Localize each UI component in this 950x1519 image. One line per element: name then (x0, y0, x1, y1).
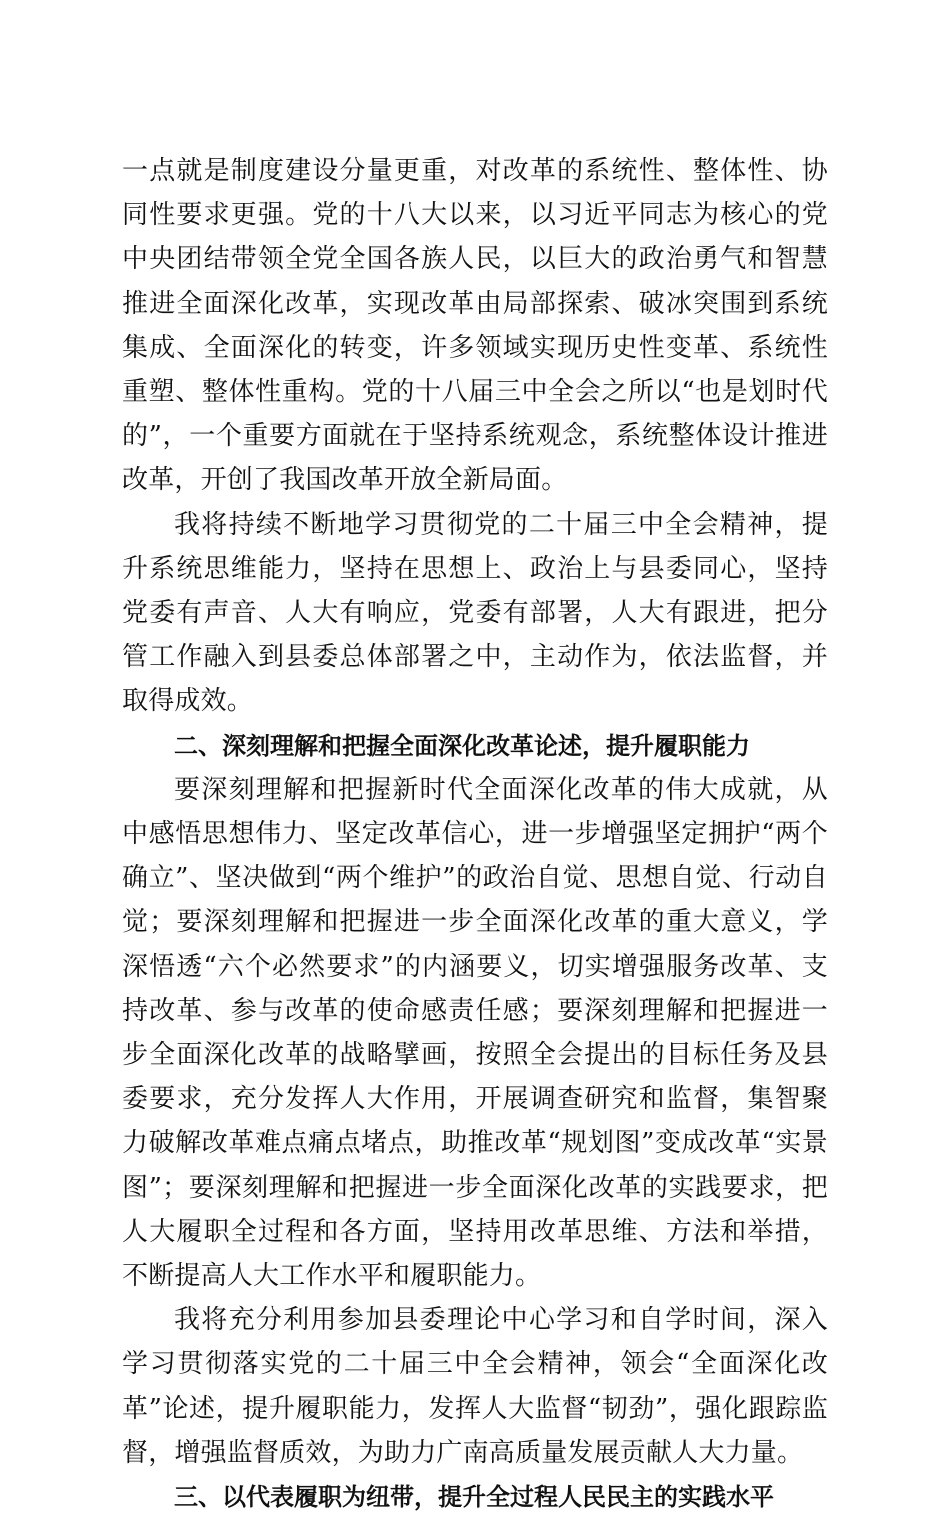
paragraph-understanding: 要深刻理解和把握新时代全面深化改革的伟大成就，从中感悟思想伟力、坚定改革信心，进一步增强坚定拥护“两个确立”、坚决做到“两个维护”的政治自觉、思想自觉、行动自觉；要深刻理解和把握进一步全面深化改革的重大意义，学深悟透“六个必然要求”的内涵要义，切实增强服务改革、支持改革、参与改革的使命感责任感；要深刻理解和把握进一步全面深化改革的战略擘画，按照全会提出的目标任务及县委要求，充分发挥人大作用，开展调查研究和监督，集智聚力破解改革难点痛点堵点，助推改革“规划图”变成改革“实景图”；要深刻理解和把握进一步全面深化改革的实践要求，把人大履职全过程和各方面，坚持用改革思维、方法和举措，不断提高人大工作水平和履职能力。 (122, 774, 828, 1292)
paragraph-continued: 一点就是制度建设分量更重，对改革的系统性、整体性、协同性要求更强。党的十八大以来，以习近平同志为核心的党中央团结带领全党全国各族人民，以巨大的政治勇气和智慧推进全面深化改革，实现改革由局部探索、破冰突围到系统集成、全面深化的转变，许多领域实现历史性变革、系统性重塑、整体性重构。党的十八届三中全会之所以“也是划时代的”，一个重要方面就在于坚持系统观念，系统整体设计推进改革，开创了我国改革开放全新局面。 (122, 156, 828, 496)
section-heading-3: 三、以代表履职为纽带，提升全过程人民民主的实践水平 (174, 1483, 774, 1512)
paragraph-commitment-1: 我将持续不断地学习贯彻党的二十届三中全会精神，提升系统思维能力，坚持在思想上、政治上与县委同心，坚持党委有声音、人大有响应，党委有部署，人大有跟进，把分管工作融入到县委总体部署之中，主动作为，依法监督，并取得成效。 (122, 509, 828, 717)
section-heading-2: 二、深刻理解和把握全面深化改革论述，提升履职能力 (174, 731, 750, 760)
document-body (122, 149, 828, 1519)
paragraph-commitment-2: 我将充分利用参加县委理论中心学习和自学时间，深入学习贯彻落实党的二十届三中全会精神，领会“全面深化改革”论述，提升履职能力，发挥人大监督“韧劲”，强化跟踪监督，增强监督质效，为助力广南高质量发展贡献人大力量。 (122, 1305, 828, 1468)
